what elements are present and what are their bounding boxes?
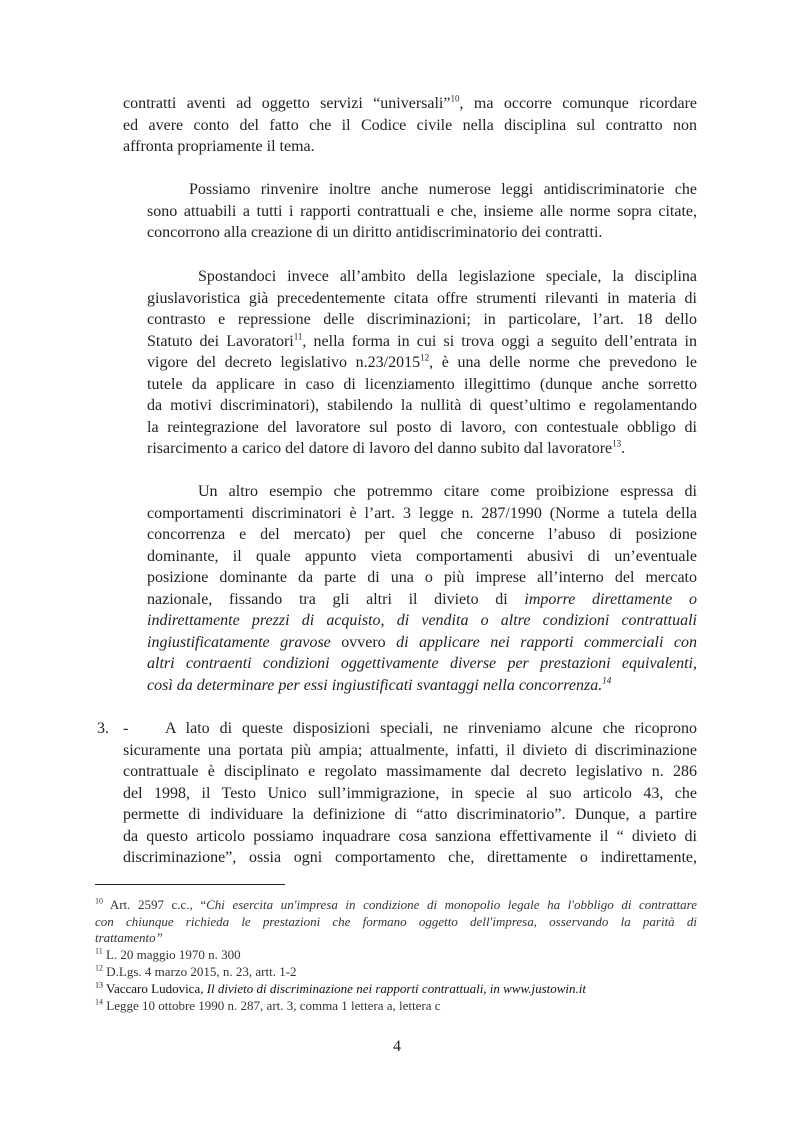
footnote-line: $^{10}$ Art. 2597 c.c., “Chi esercita un'impresa in condizione di monopolio legale ha l'obbligo di contrattare <box>95 896 698 912</box>
footnote-12: $^{12}$ D.Lgs. 4 marzo 2015, n. 23, artt. 1-2 <box>95 963 297 979</box>
paragraph-line: da questo articolo possiamo inquadrare cosa sanziona effettivamente il “ divieto di <box>123 827 697 845</box>
footnote-ref: 13 <box>612 438 622 449</box>
paragraph-line: sono attuabili a tutti i rapporti contrattuali e che, insieme alle norme sopra citate, <box>147 202 697 220</box>
paragraph-2 <box>147 179 697 244</box>
footnote-line: trattamento” <box>95 930 163 945</box>
paragraph-line: contrasto e repressione delle discriminazioni; in particolare, l’art. 18 dello <box>147 311 697 328</box>
paragraph-line: comportamenti discriminatori è l’art. 3 legge n. 287/1990 (Norme a tutela della <box>147 504 697 522</box>
paragraph-line: affronta propriamente il tema. <box>123 138 315 155</box>
paragraph-line: vigore del decreto legislativo n.23/2015$^{12}$, è una delle norme che prevedono le <box>147 352 697 371</box>
footnote-separator <box>95 884 285 885</box>
paragraph-1 <box>123 93 697 158</box>
paragraph-line: concorrono alla creazione di un diritto antidiscriminatorio dei contratti. <box>147 224 603 241</box>
footnote-10 <box>95 897 697 947</box>
paragraph-line: Possiamo rinvenire inoltre anche numerose leggi antidiscriminatorie che <box>189 181 697 198</box>
paragraph-line: così da determinare per essi ingiustificati svantaggi nella concorrenza.$^{14}$ <box>147 675 612 694</box>
paragraph-line: giuslavoristica già precedentemente citata offre strumenti rilevanti in materia di <box>147 289 697 307</box>
footnote-line: con chiunque richieda le prestazioni che formano oggetto dell'impresa, osservando la parità di <box>95 913 697 929</box>
footnote-13: $^{13}$ Vaccaro Ludovica, Il divieto di discriminazione nei rapporti contrattuali, in www.justowin.it <box>95 980 587 996</box>
paragraph-line: dominante, il quale appunto vieta comportamenti abusivi di un’eventuale <box>147 547 697 565</box>
paragraph-line: ingiustificatamente gravose ovvero di applicare nei rapporti commerciali con <box>147 633 698 651</box>
paragraph-line: A lato di queste disposizioni speciali, ne rinveniamo alcune che ricoprono <box>165 720 697 737</box>
paragraph-line: sicuramente una portata più ampia; attualmente, infatti, il divieto di discriminazione <box>123 741 697 759</box>
paragraph-line: discriminazione”, ossia ogni comportamento che, direttamente o indirettamente, <box>123 849 697 866</box>
list-number: 3. <box>97 720 109 737</box>
paragraph-line: posizione dominante da parte di una o più imprese all’interno del mercato <box>147 569 697 586</box>
paragraph-line: permette di individuare la definizione di “atto discriminatorio”. Dunque, a partire <box>123 806 697 823</box>
paragraph-line: Spostandoci invece all’ambito della legislazione speciale, la disciplina <box>198 268 697 285</box>
paragraph-line: Un altro esempio che potremmo citare come proibizione espressa di <box>198 483 697 500</box>
footnote-ref: 10 <box>450 93 460 104</box>
paragraph-5 <box>123 718 697 869</box>
footnote-11: $^{11}$ L. 20 maggio 1970 n. 300 <box>95 946 241 962</box>
footnote-ref: 14 <box>602 675 612 686</box>
paragraph-line: altri contraenti condizioni oggettivamente diverse per prestazioni equivalenti, <box>147 655 697 672</box>
paragraph-line: indirettamente prezzi di acquisto, di vendita o altre condizioni contrattuali <box>147 612 697 629</box>
paragraph-line: nazionale, fissando tra gli altri il divieto di imporre direttamente o <box>147 590 698 608</box>
paragraph-4 <box>147 481 697 696</box>
footnote-14: $^{14}$ Legge 10 ottobre 1990 n. 287, art. 3, comma 1 lettera a, lettera c <box>95 997 441 1013</box>
paragraph-line: da motivi discriminatori), stabilendo la nullità di quest’ultimo e regolamentando <box>147 397 697 414</box>
paragraph-3 <box>147 266 697 460</box>
paragraph-line: del 1998, il Testo Unico sull’immigrazione, in specie al suo articolo 43, che <box>123 784 697 802</box>
page-number: 4 <box>393 1038 401 1055</box>
paragraph-line: concorrenza e del mercato) per quel che concerne l’abuso di posizione <box>147 526 697 543</box>
paragraph-line: contrattuale è disciplinato e regolato massimamente dal decreto legislativo n. 286 <box>123 763 697 780</box>
list-dash: - <box>123 720 129 737</box>
paragraph-line: la reintegrazione del lavoratore sul posto di lavoro, con contestuale obbligo di <box>147 418 697 436</box>
paragraph-line: Statuto dei Lavoratori$^{11}$, nella forma in cui si trova oggi a seguito dell’entrata in <box>147 331 697 350</box>
paragraph-line: contratti aventi ad oggetto servizi “universali”$^{10}$, ma occorre comunque ricordare <box>123 93 697 112</box>
paragraph-line: tutele da applicare in caso di licenziamento illegittimo (dunque anche sorretto <box>147 375 697 393</box>
paragraph-line: ed avere conto del fatto che il Codice civile nella disciplina sul contratto non <box>123 116 697 134</box>
paragraph-line: risarcimento a carico del datore di lavoro del danno subito dal lavoratore$^{13}$. <box>147 438 626 457</box>
footnote-ref: 11 <box>293 331 303 342</box>
footnote-ref: 12 <box>420 352 430 363</box>
